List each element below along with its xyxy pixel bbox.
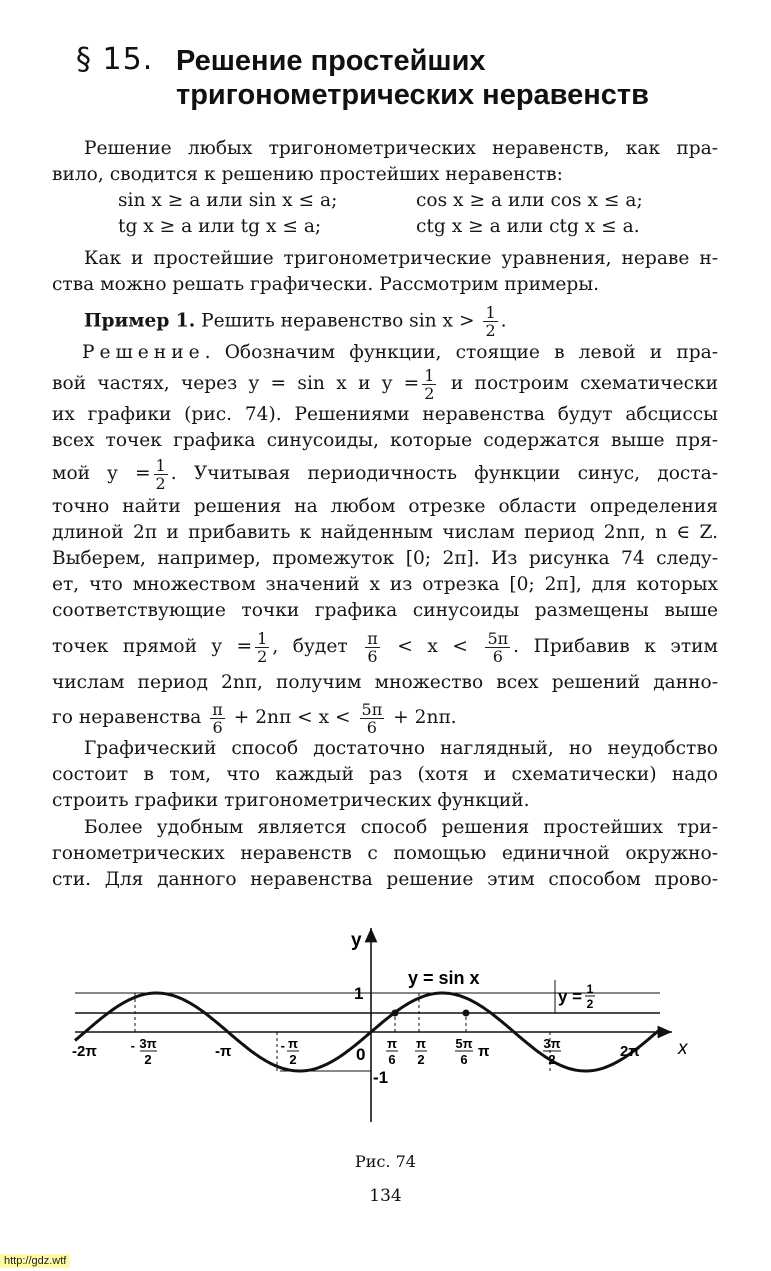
text-span: , будет: [272, 636, 348, 657]
denominator: 6: [366, 717, 377, 737]
numerator: 1: [424, 365, 435, 385]
text-line: [52, 340, 718, 366]
text-line: состоит в том, что каждый раз (хотя и схематически) надо: [52, 764, 718, 785]
text-span: точек прямой y =: [52, 636, 253, 657]
text-line: Решение любых тригонометрических неравенств, как пра-: [84, 138, 718, 159]
intersection-point-pi6: [392, 1010, 399, 1017]
tick-pi2-num: π: [416, 1036, 426, 1051]
fraction-pi-6: [210, 701, 225, 736]
numerator: 1: [257, 628, 268, 648]
graphic-paragraph: [52, 246, 718, 298]
example-text: Решить неравенство sin x >: [201, 310, 475, 332]
text-line: строить графики тригонометрических функций.: [52, 790, 530, 811]
text-line: гонометрических неравенств с помощью единичной окружно-: [52, 843, 718, 864]
half-line-num: 1: [586, 982, 594, 996]
text-line: [52, 696, 718, 740]
denominator: 2: [485, 321, 496, 340]
numerator: 1: [485, 303, 496, 322]
sine-label: y = sin x: [408, 968, 480, 988]
text-line: Более удобным является способ решения простейших три-: [84, 817, 718, 838]
tick-pi2-den: 2: [417, 1052, 425, 1067]
fraction-one-half: [483, 304, 497, 339]
solution-word: Решение: [82, 342, 205, 363]
intro-paragraph: [52, 136, 718, 240]
tick-mpi2-den: 2: [289, 1052, 297, 1067]
numerator: π: [212, 699, 223, 719]
circle-method-paragraph: [52, 815, 718, 893]
inequality-row: [52, 214, 718, 240]
text-span: вой частях, через y = sin x и y =: [52, 373, 420, 394]
text-span: . Учитывая периодичность функции синус, доста-: [170, 463, 718, 484]
section-title: [176, 44, 756, 112]
page-number: 134: [369, 1186, 402, 1206]
text-line: [52, 624, 718, 670]
text-line: сти. Для данного неравенства решение этим способом прово-: [52, 869, 718, 890]
text-span: . Обозначим функции, стоящие в левой и пра-: [204, 342, 718, 363]
text-line: точно найти решения на любом отрезке области определения: [52, 496, 718, 517]
text-line: их графики (рис. 74). Решениями неравенства будут абсциссы: [52, 404, 718, 425]
tick-m3pi2-den: 2: [144, 1052, 152, 1067]
denominator: 6: [367, 646, 378, 666]
text-line: длиной 2π и прибавить к найденным числам период 2nπ, n ∈ Z.: [52, 522, 718, 543]
tick-pi: π: [478, 1043, 490, 1060]
graph-method-paragraph: [52, 736, 718, 814]
tick-5pi6-num: 5π: [455, 1036, 473, 1051]
tick-3pi2-den: 2: [548, 1052, 556, 1067]
section-number: § 15.: [76, 42, 154, 77]
tick-2pi: 2π: [620, 1043, 640, 1060]
fraction-one-half: [154, 457, 168, 492]
label-minus-one: -1: [373, 1068, 389, 1087]
text-line: [52, 454, 718, 494]
figure-caption: Рис. 74: [355, 1152, 416, 1171]
tick-minus-pi: -π: [215, 1043, 232, 1060]
text-line: соответствующие точки графика синусоиды размещены выше: [52, 600, 718, 621]
fraction-one-half: [255, 630, 269, 665]
numerator: π: [367, 628, 378, 648]
denominator: 2: [424, 383, 435, 403]
tick-neg-sign: -: [130, 1038, 135, 1053]
x-axis-label: x: [678, 1038, 688, 1059]
tick-5pi6-den: 6: [460, 1052, 468, 1067]
fraction-one-half: [422, 367, 436, 402]
text-line: [52, 366, 718, 402]
numerator: 1: [155, 455, 166, 475]
text-span: го неравенства: [52, 707, 202, 728]
denominator: 6: [212, 717, 223, 737]
figure-74-sine-graph: [60, 920, 700, 1145]
text-line: ства можно решать графически. Рассмотрим примеры.: [52, 274, 600, 295]
denominator: 6: [492, 646, 503, 666]
text-span: . Прибавив к этим: [513, 636, 718, 657]
watermark-link[interactable]: http://gdz.wtf: [0, 1254, 70, 1268]
solution-paragraph: [52, 340, 718, 740]
text-line: ет, что множеством значений x из отрезка [0; 2π], для которых: [52, 574, 718, 595]
period: .: [500, 310, 507, 332]
tick-neg-sign: -: [280, 1038, 285, 1053]
text-line: числам период 2nπ, получим множество всех решений данно-: [52, 672, 718, 693]
inequality-row: [52, 188, 718, 214]
tick-pi6-den: 6: [388, 1052, 396, 1067]
text-line: вило, сводится к решению простейших неравенств:: [52, 164, 563, 185]
denominator: 2: [155, 473, 166, 493]
tick-m3pi2-num: 3π: [139, 1036, 157, 1051]
text-line: Графический способ достаточно наглядный, но неудобство: [84, 738, 718, 759]
text-span: + 2nπ < x <: [233, 707, 351, 728]
fraction-5pi-6: [360, 701, 385, 736]
label-one: 1: [354, 984, 364, 1003]
tick-mpi2-num: π: [288, 1036, 298, 1051]
ineq-ctg: ctg x ≥ a или ctg x ≤ a.: [416, 216, 640, 237]
half-line-label: y =: [558, 987, 583, 1006]
ineq-sin: sin x ≥ a или sin x ≤ a;: [118, 190, 338, 211]
fraction-pi-6: [365, 630, 380, 665]
numerator: 5π: [361, 699, 383, 719]
intersection-point-5pi6: [463, 1010, 470, 1017]
text-line: Как и простейшие тригонометрические уравнения, нераве н-: [84, 248, 718, 269]
text-span: < x <: [397, 636, 468, 657]
tick-3pi2-num: 3π: [543, 1036, 561, 1051]
label-origin: 0: [356, 1045, 366, 1064]
title-line-2: тригонометрических неравенств: [176, 79, 649, 111]
half-line-den: 2: [586, 997, 594, 1011]
example-label: Пример 1.: [84, 310, 196, 332]
denominator: 2: [257, 646, 268, 666]
example-1: [52, 304, 718, 339]
tick-minus-2pi: -2π: [72, 1043, 97, 1060]
text-span: + 2nπ.: [393, 707, 457, 728]
fraction-5pi-6: [485, 630, 510, 665]
ineq-tg: tg x ≥ a или tg x ≤ a;: [118, 216, 322, 237]
title-line-1: Решение простейших: [176, 45, 486, 77]
text-span: и построим схематически: [450, 373, 718, 394]
text-line: Выберем, например, промежуток [0; 2π]. Из рисунка 74 следу-: [52, 548, 718, 569]
numerator: 5π: [487, 628, 509, 648]
ineq-cos: cos x ≥ a или cos x ≤ a;: [416, 190, 643, 211]
y-axis-label: y: [351, 930, 362, 951]
text-span: мой y =: [52, 463, 151, 484]
text-line: всех точек графика синусоиды, которые содержатся выше пря-: [52, 430, 718, 451]
tick-pi6-num: π: [387, 1036, 397, 1051]
